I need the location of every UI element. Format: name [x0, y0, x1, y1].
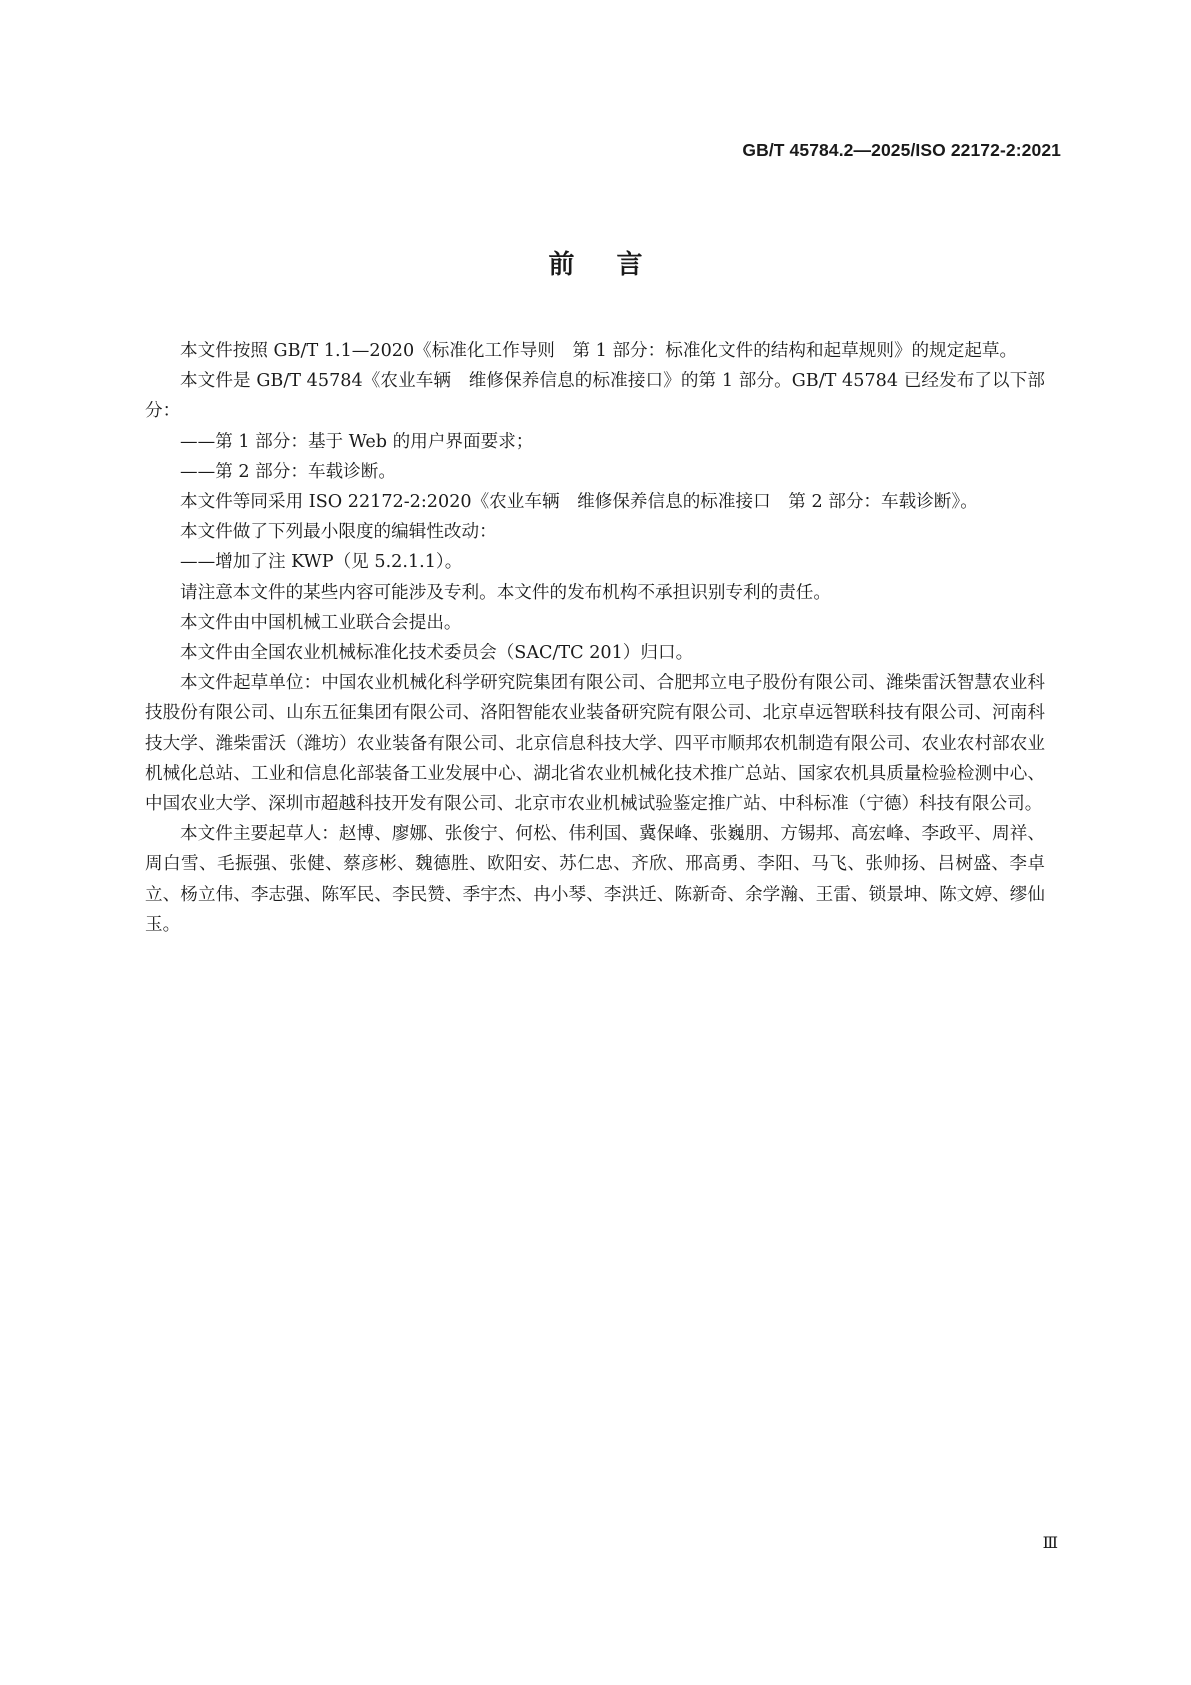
- list-item-part-2: ——第 2 部分：车载诊断。: [180, 461, 396, 482]
- page-number: Ⅲ: [1042, 1533, 1058, 1552]
- paragraph-proposed-by: 本文件由中国机械工业联合会提出。: [180, 612, 462, 633]
- list-item-kwp-note: ——增加了注 KWP（见 5.2.1.1）。: [180, 552, 463, 573]
- paragraph-iso-adoption: 本文件等同采用 ISO 22172-2:2020《农业车辆 维修保养信息的标准接口 第 2 部分：车载诊断》。: [180, 492, 978, 513]
- list-item-part-1: ——第 1 部分：基于 Web 的用户界面要求；: [180, 431, 534, 452]
- foreword-body: [145, 336, 1045, 940]
- paragraph-drafting-organizations: 本文件起草单位：中国农业机械化科学研究院集团有限公司、合肥邦立电子股份有限公司、潍柴雷沃智慧农业科技股份有限公司、山东五征集团有限公司、洛阳智能农业装备研究院有限公司、北京卓远智联科技有限公司、河南科技大学、潍柴雷沃（潍坊）农业装备有限公司、北京信息科技大学、四平市顺邦农机制造有限公司、农业农村部农业机械化总站、工业和信息化部装备工业发展中心、湖北省农业机械化技术推广总站、国家农机具质量检验检测中心、中国农业大学、深圳市超越科技开发有限公司、北京市农业机械试验鉴定推广站、中科标准（宁德）科技有限公司。: [145, 673, 1045, 815]
- paragraph-editorial-changes: 本文件做了下列最小限度的编辑性改动：: [180, 522, 497, 543]
- paragraph-drafting-rules: 本文件按照 GB/T 1.1—2020《标准化工作导则 第 1 部分：标准化文件的结构和起草规则》的规定起草。: [180, 341, 1018, 361]
- page-title: 前言: [548, 250, 685, 280]
- paragraph-drafters: 本文件主要起草人：赵博、廖娜、张俊宁、何松、伟利国、冀保峰、张巍朋、方锡邦、高宏峰、李政平、周祥、周白雪、毛振强、张健、蔡彦彬、魏德胜、欧阳安、苏仁忠、齐欣、邢高勇、李阳、马飞、张帅扬、吕树盛、李卓立、杨立伟、李志强、陈军民、李民赞、季宇杰、冉小琴、李洪迁、陈新奇、余学瀚、王雷、锁景坤、陈文婷、缪仙玉。: [145, 824, 1045, 935]
- paragraph-patent-notice: 请注意本文件的某些内容可能涉及专利。本文件的发布机构不承担识别专利的责任。: [180, 582, 831, 603]
- paragraph-part-info: 本文件是 GB/T 45784《农业车辆 维修保养信息的标准接口》的第 1 部分。GB/T 45784 已经发布了以下部分：: [145, 371, 1045, 422]
- paragraph-under-jurisdiction: 本文件由全国农业机械标准化技术委员会（SAC/TC 201）归口。: [180, 643, 694, 664]
- standard-code: GB/T 45784.2—2025/ISO 22172-2:2021: [742, 140, 1061, 160]
